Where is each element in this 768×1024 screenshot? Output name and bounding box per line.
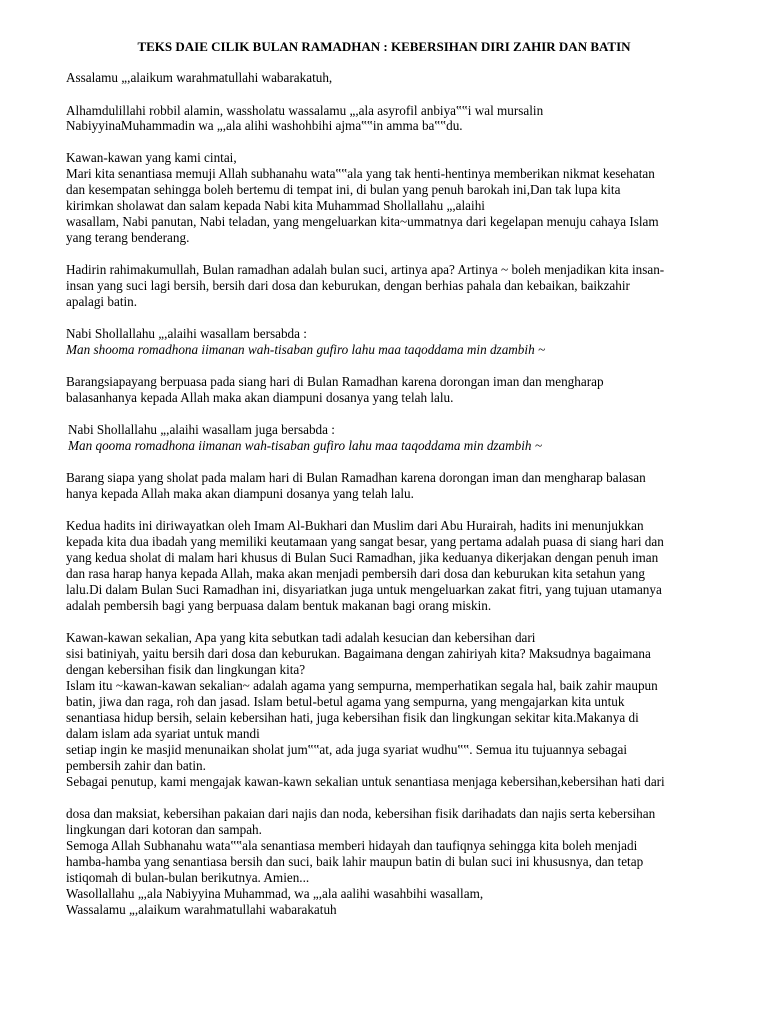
text-line: Sebagai penutup, kami mengajak kawan-kawn sekalian untuk senantiasa menjaga kebersihan,kebersihan hati dari (66, 774, 665, 789)
text-line: Nabi Shollallahu „,alaihi wasallam juga bersabda : (68, 422, 335, 437)
text-line: sisi batiniyah, yaitu bersih dari dosa dan keburukan. Bagaimana dengan zahiriyah kita? Maksudnya bagaimana (66, 646, 651, 661)
text-line: Mari kita senantiasa memuji Allah subhanahu wata‟‟ala yang tak henti-hentinya memberikan nikmat kesehatan (66, 166, 655, 181)
text-line: NabiyyinaMuhammadin wa „,ala alihi washohbihi ajma‟‟in amma ba‟‟du. (66, 118, 463, 133)
text-line: adalah pembersih bagi yang berpuasa dalam bentuk makanan bagi orang miskin. (66, 598, 492, 613)
text-line: lalu.Di dalam Bulan Suci Ramadhan ini, disyariatkan juga untuk mengeluarkan zakat fitri, yang tujuan utamanya (66, 582, 662, 597)
text-line: Man qooma romadhona iimanan wah-tisaban gufiro lahu maa taqoddama min dzambih ~ (68, 438, 542, 453)
text-line: apalagi batin. (66, 294, 138, 309)
text-line: setiap ingin ke masjid menunaikan sholat jum‟‟at, ada juga syariat wudhu‟‟. Semua itu tujuannya sebagai (66, 742, 628, 757)
text-line: Barangsiapayang berpuasa pada siang hari di Bulan Ramadhan karena dorongan iman dan mengharap (66, 374, 604, 389)
text-line: Wasollallahu „,ala Nabiyyina Muhammad, wa „,ala aalihi wasahbihi wasallam, (66, 886, 484, 901)
text-line: Kedua hadits ini diriwayatkan oleh Imam Al-Bukhari dan Muslim dari Abu Hurairah, hadits ini menunjukkan (66, 518, 644, 533)
text-line: dalam islam ada syariat untuk mandi (66, 726, 260, 741)
text-line: Kawan-kawan yang kami cintai, (66, 150, 237, 165)
text-line: lingkungan dari kotoran dan sampah. (66, 822, 262, 837)
text-line: senantiasa hidup bersih, selain kebersihan hati, juga kebersihan fisik dan lingkungan sekitar kita.Makanya di (66, 710, 639, 725)
text-line: pembersih zahir dan batin. (66, 758, 206, 773)
text-line: Kawan-kawan sekalian, Apa yang kita sebutkan tadi adalah kesucian dan kebersihan dari (66, 630, 536, 645)
text-line: hamba-hamba yang senantiasa bersih dan suci, baik lahir maupun batin di bulan suci ini khususnya, dan tetap (66, 854, 644, 869)
text-line: balasanhanya kepada Allah maka akan diampuni dosanya yang telah lalu. (66, 390, 454, 405)
text-line: kepada kita dua ibadah yang memiliki keutamaan yang sangat besar, yang pertama adalah puasa di siang hari dan (66, 534, 664, 549)
text-line: yang kedua sholat di malam hari khusus di Bulan Suci Ramadhan, jika keduanya dikerjakan dengan penuh iman (66, 550, 659, 565)
text-line: insan yang suci lagi bersih, bersih dari dosa dan keburukan, dengan berhias pahala dan kebaikan, baikzahir (66, 278, 630, 293)
text-line: Islam itu ~kawan-kawan sekalian~ adalah agama yang sempurna, memperhatikan segala hal, baik zahir maupun (66, 678, 658, 693)
text-line: Semoga Allah Subhanahu wata‟‟ala senantiasa memberi hidayah dan taufiqnya sehingga kita boleh menjadi (66, 838, 638, 853)
text-line: istiqomah di bulan-bulan berikutnya. Amien... (66, 870, 310, 885)
document-title: TEKS DAIE CILIK BULAN RAMADHAN : KEBERSIHAN DIRI ZAHIR DAN BATIN (137, 39, 631, 54)
text-line: Hadirin rahimakumullah, Bulan ramadhan adalah bulan suci, artinya apa? Artinya ~ boleh menjadikan kita insan- (66, 262, 665, 277)
text-line: wasallam, Nabi panutan, Nabi teladan, yang mengeluarkan kita~ummatnya dari kegelapan menuju cahaya Islam (66, 214, 659, 229)
text-line: dan kesempatan sehingga boleh bertemu di tempat ini, di bulan yang penuh barokah ini,Dan tak lupa kita (66, 182, 621, 197)
text-line: Nabi Shollallahu „,alaihi wasallam bersabda : (66, 326, 307, 341)
text-line: Man shooma romadhona iimanan wah-tisaban gufiro lahu maa taqoddama min dzambih ~ (66, 342, 546, 357)
text-line: Assalamu „,alaikum warahmatullahi wabarakatuh, (66, 70, 333, 85)
text-line: dengan kebersihan fisik dan lingkungan kita? (66, 662, 306, 677)
text-line: dosa dan maksiat, kebersihan pakaian dari najis dan noda, kebersihan fisik darihadats dan najis serta kebersihan (66, 806, 656, 821)
text-line: Alhamdulillahi robbil alamin, wassholatu wassalamu „,ala asyrofil anbiya‟‟i wal mursalin (66, 103, 544, 118)
text-line: dan rasa harap hanya kepada Allah, maka akan menjadi pembersih dari dosa dan keburukan kita setahun yang (66, 566, 645, 581)
text-line: Barang siapa yang sholat pada malam hari di Bulan Ramadhan karena dorongan iman dan mengharap balasan (66, 470, 646, 485)
text-line: hanya kepada Allah maka akan diampuni dosanya yang telah lalu. (66, 486, 414, 501)
text-line: batin, jiwa dan raga, roh dan jasad. Islam betul-betul agama yang sempurna, yang mengajarkan kita untuk (66, 694, 625, 709)
text-line: kirimkan sholawat dan salam kepada Nabi kita Muhammad Shollallahu „,alaihi (66, 198, 485, 213)
text-line: yang terang benderang. (66, 230, 190, 245)
text-line: Wassalamu „,alaikum warahmatullahi wabarakatuh (66, 902, 337, 917)
